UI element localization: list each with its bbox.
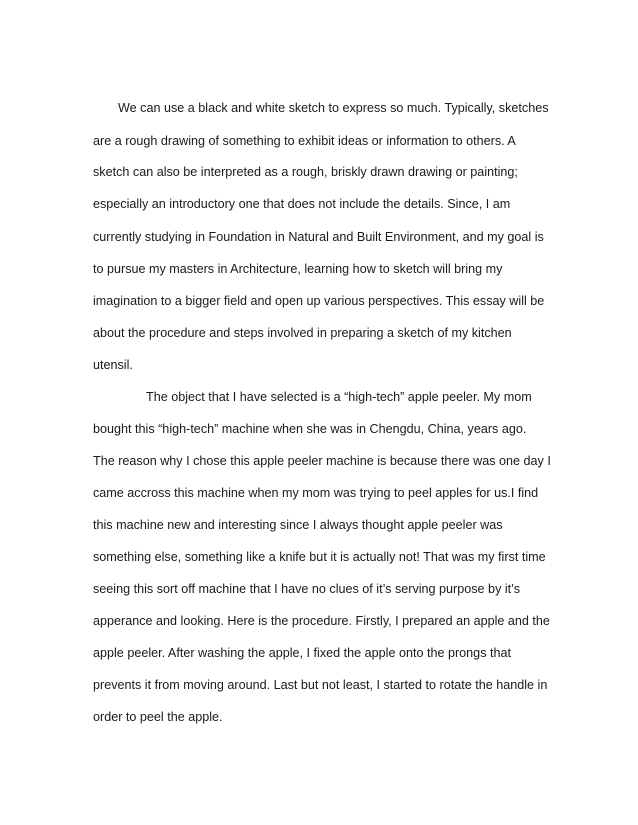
paragraph-line: something else, something like a knife but it is actually not! That was my first time <box>93 550 546 564</box>
paragraph-line: imagination to a bigger field and open up various perspectives. This essay will be <box>93 294 545 308</box>
paragraph-line: bought this “high-tech” machine when she was in Chengdu, China, years ago. <box>93 422 527 436</box>
paragraph-line: sketch can also be interpreted as a rough, briskly drawn drawing or painting; <box>93 165 518 179</box>
paragraph-line: to pursue my masters in Architecture, learning how to sketch will bring my <box>93 262 503 276</box>
paragraph-line: seeing this sort off machine that I have no clues of it’s serving purpose by it’s <box>93 582 521 596</box>
paragraph-line: this machine new and interesting since I always thought apple peeler was <box>93 518 503 532</box>
paragraph-line: are a rough drawing of something to exhibit ideas or information to others. A <box>93 134 516 148</box>
paragraph-line: prevents it from moving around. Last but not least, I started to rotate the handle in <box>93 678 548 692</box>
paragraph-line: currently studying in Foundation in Natural and Built Environment, and my goal is <box>93 230 544 244</box>
paragraph-line: utensil. <box>93 358 133 372</box>
paragraph-line: order to peel the apple. <box>93 710 223 724</box>
paragraph-line: especially an introductory one that does not include the details. Since, I am <box>93 197 511 211</box>
paragraph-line: apperance and looking. Here is the procedure. Firstly, I prepared an apple and the <box>93 614 550 628</box>
paragraph-line: The reason why I chose this apple peeler machine is because there was one day I <box>93 454 551 468</box>
paragraph-line: apple peeler. After washing the apple, I fixed the apple onto the prongs that <box>93 646 511 660</box>
paragraph-line: The object that I have selected is a “high-tech” apple peeler. My mom <box>146 390 532 404</box>
paragraph-line: came accross this machine when my mom was trying to peel apples for us.I find <box>93 486 539 500</box>
paragraph-line: We can use a black and white sketch to express so much. Typically, sketches <box>118 101 549 115</box>
paragraph-line: about the procedure and steps involved in preparing a sketch of my kitchen <box>93 326 512 340</box>
